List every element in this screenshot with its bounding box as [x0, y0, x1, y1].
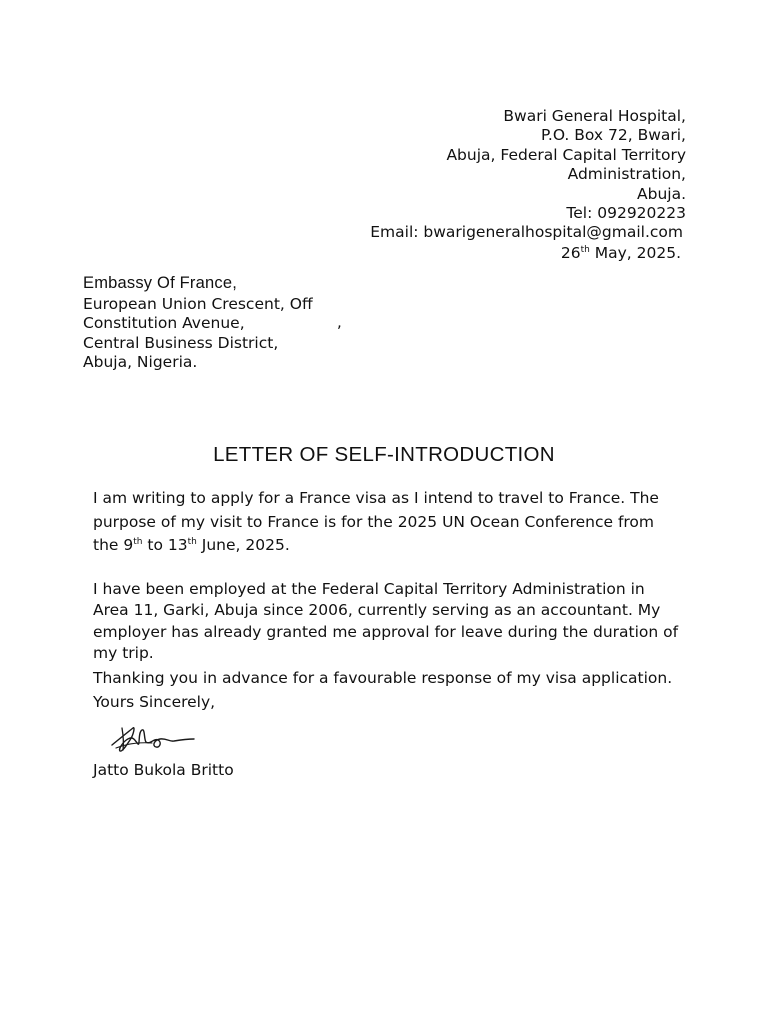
- recipient-district: Central Business District,: [83, 333, 279, 352]
- sender-administration: Administration,: [567, 165, 686, 184]
- sender-hospital-name: Bwari General Hospital,: [503, 107, 686, 125]
- recipient-city: Abuja, Nigeria.: [83, 353, 198, 372]
- letter-heading: LETTER OF SELF-INTRODUCTION: [213, 443, 555, 466]
- handwritten-signature: [108, 718, 198, 758]
- sender-city: Abuja.: [637, 184, 686, 203]
- sender-telephone: Tel: 092920223: [566, 204, 686, 223]
- sender-email: Email: bwarigeneralhospital@gmail.com: [370, 223, 683, 242]
- body-paragraph-purpose: [93, 487, 683, 558]
- purpose-text-middle: to 13: [142, 536, 188, 554]
- purpose-suffix-end: th: [187, 537, 197, 547]
- recipient-street: European Union Crescent, Off: [83, 294, 313, 313]
- letter-body: [93, 487, 683, 690]
- date-suffix: th: [580, 244, 590, 255]
- body-paragraph-thanks: Thanking you in advance for a favourable response of my visa application.: [93, 668, 673, 687]
- sender-city-line: Abuja, Federal Capital Territory: [446, 145, 686, 164]
- purpose-suffix-start: th: [133, 537, 143, 547]
- sender-po-box: P.O. Box 72, Bwari,: [540, 126, 686, 145]
- recipient-organization: Embassy Of France,: [83, 274, 237, 292]
- letter-date: [370, 244, 681, 263]
- sender-address-block: [370, 107, 686, 263]
- date-day: 26: [560, 243, 581, 262]
- stray-comma-mark: ,: [337, 313, 342, 331]
- recipient-address-block: [83, 274, 313, 373]
- closing-salutation: Yours Sincerely,: [93, 693, 216, 711]
- purpose-text-start: I am writing to apply for a France visa as I intend to travel to France. The purpose of my visit to France is for the 2025 UN Ocean Conference from the 9: [93, 489, 659, 554]
- purpose-text-end: June, 2025.: [196, 536, 290, 554]
- signer-name: Jatto Bukola Britto: [93, 761, 234, 779]
- date-month-year: May, 2025.: [589, 243, 681, 262]
- recipient-avenue: Constitution Avenue,: [83, 314, 245, 333]
- body-paragraph-employment: I have been employed at the Federal Capital Territory Administration in Area 11, Garki, Abuja since 2006, currently serving as an accountant. My employer has already granted me approval for leave during the duration of my trip.: [93, 579, 679, 662]
